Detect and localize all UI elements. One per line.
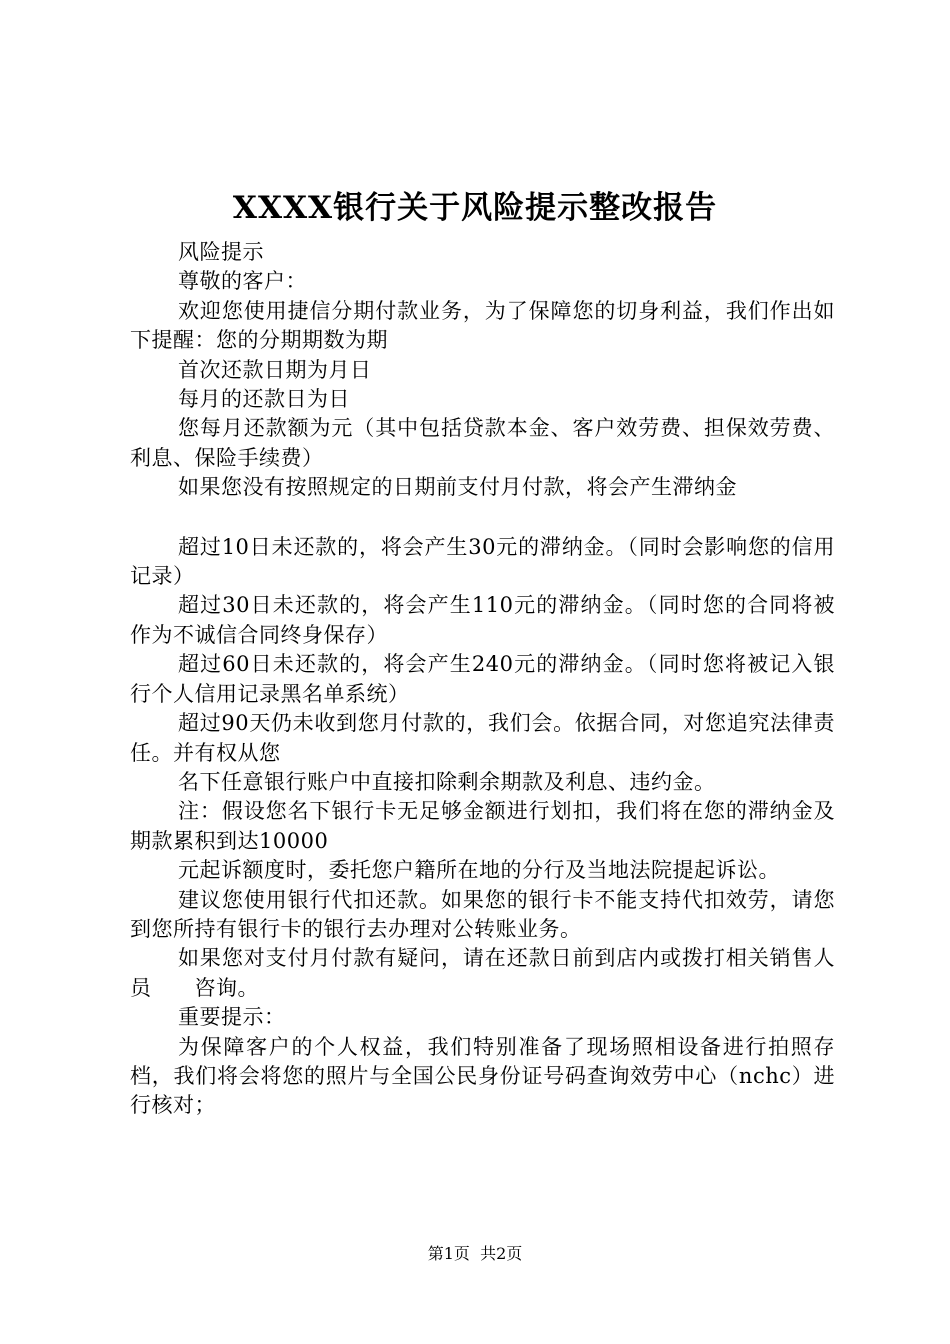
paragraph-welcome: 欢迎您使用捷信分期付款业务，为了保障您的切身利益，我们作出如下提醒：您的分期期数为期 xyxy=(130,298,835,353)
paragraph-deduction: 名下任意银行账户中直接扣除剩余期款及利息、违约金。 xyxy=(178,769,716,794)
document-title: XXXX银行关于风险提示整改报告 xyxy=(232,190,718,226)
paragraph-inquiry: 如果您对支付月付款有疑问，请在还款日前到店内或拨打相关销售人员 咨询。 xyxy=(130,946,835,1000)
paragraph-risk-heading: 风险提示 xyxy=(178,240,264,264)
page-total: 共2页 xyxy=(480,1244,523,1263)
paragraph-overdue-10: 超过10日未还款的，将会产生30元的滞纳金。（同时会影响您的信用记录） xyxy=(130,534,835,589)
paragraph-overdue-90: 超过90天仍未收到您月付款的，我们会。依据合同，对您追究法律责任。并有权从您 xyxy=(130,711,835,765)
paragraph-overdue-60: 超过60日未还款的，将会产生240元的滞纳金。（同时您将被记入银行个人信用记录黑名单系统） xyxy=(130,652,835,706)
paragraph-lawsuit: 元起诉额度时，委托您户籍所在地的分行及当地法院提起诉讼。 xyxy=(178,858,780,883)
paragraph-monthly-date: 每月的还款日为日 xyxy=(178,387,350,412)
paragraph-greeting: 尊敬的客户： xyxy=(178,269,307,294)
paragraph-first-repayment: 首次还款日期为月日 xyxy=(178,357,372,382)
paragraph-important-heading: 重要提示： xyxy=(178,1005,286,1030)
paragraph-suggestion: 建议您使用银行代扣还款。如果您的银行卡不能支持代扣效劳，请您到您所持有银行卡的银行去办理对公转账业务。 xyxy=(130,887,835,941)
paragraph-monthly-amount: 您每月还款额为元（其中包括贷款本金、客户效劳费、担保效劳费、利息、保险手续费） xyxy=(130,416,835,470)
paragraph-late-fee-intro: 如果您没有按照规定的日期前支付月付款，将会产生滞纳金 xyxy=(178,475,737,500)
document-body xyxy=(130,238,835,1121)
page-footer xyxy=(0,1243,950,1265)
paragraph-overdue-30: 超过30日未还款的，将会产生110元的滞纳金。（同时您的合同将被作为不诚信合同终身保存） xyxy=(130,593,835,647)
paragraph-gap xyxy=(130,503,835,533)
paragraph-note: 注：假设您名下银行卡无足够金额进行划扣，我们将在您的滞纳金及期款累积到达10000 xyxy=(130,799,835,853)
paragraph-photo-verification: 为保障客户的个人权益，我们特别准备了现场照相设备进行拍照存档，我们将会将您的照片与全国公民身份证号码查询效劳中心（nchc）进行核对； xyxy=(130,1034,835,1118)
page-number: 第1页 xyxy=(427,1244,470,1263)
